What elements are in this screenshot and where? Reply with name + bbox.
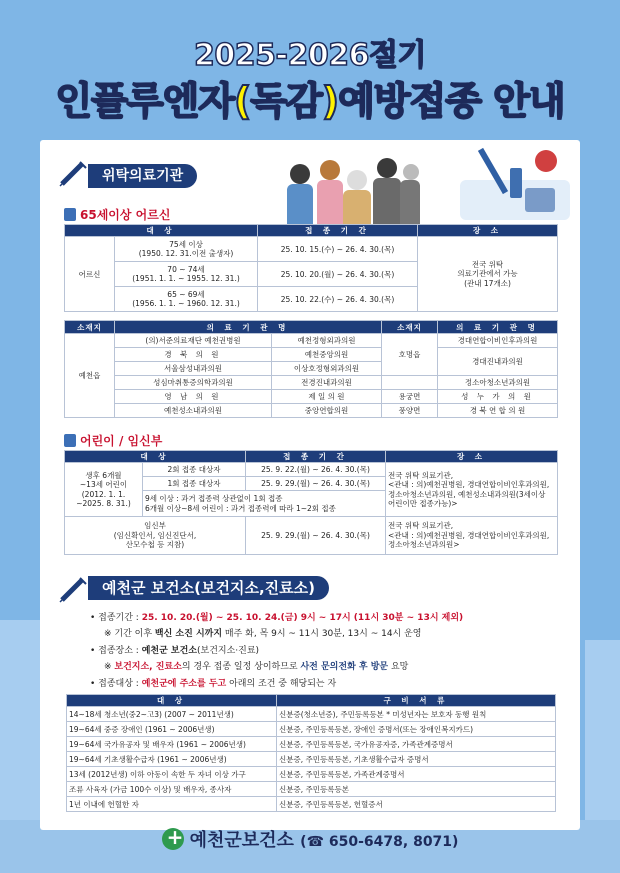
dose2-period: 25. 9. 22.(월) ~ 26. 4. 30.(목) bbox=[246, 463, 386, 477]
place-note-c: 의 경우 접종 일정 상이하므로 bbox=[181, 662, 301, 672]
center-docs: 신분증, 주민등록등본, 헌혈증서 bbox=[277, 797, 556, 812]
syringe-icon bbox=[58, 574, 88, 604]
institution-name: 예천정형외과의원 bbox=[271, 334, 381, 348]
footer bbox=[0, 826, 620, 852]
inst-region: 예천읍 bbox=[65, 334, 115, 418]
inst-header-name: 의 료 기 관 명 bbox=[438, 321, 558, 334]
center-docs: 신분증, 주민등록등본 bbox=[277, 782, 556, 797]
center-target: 19~64세 중증 장애인 (1961 ~ 2006년생) bbox=[67, 722, 277, 737]
place-value: 예천군 보건소 bbox=[141, 646, 198, 656]
inst-header-region: 소재지 bbox=[382, 321, 438, 334]
period-note-b: 백신 소진 시까지 bbox=[154, 629, 223, 639]
center-docs: 신분증, 주민등록등본, 기초생활수급자 증명서 bbox=[277, 752, 556, 767]
institution-name: 이상호정형외과의원 bbox=[271, 362, 381, 376]
senior-subtitle-text: 65세이상 어르신 bbox=[80, 208, 171, 222]
senior-table bbox=[64, 224, 558, 312]
senior-place: 전국 위탁 의료기관에서 가능 (관내 17개소) bbox=[418, 237, 558, 312]
institution-name: 중앙연합의원 bbox=[271, 404, 381, 418]
senior-group: 어르신 bbox=[65, 237, 115, 312]
vial-icon bbox=[64, 434, 76, 447]
institution-name: 경대연합이비인후과의원 bbox=[438, 334, 558, 348]
senior-target: 65 ~ 69세 (1956. 1. 1. ~ 1960. 12. 31.) bbox=[115, 287, 258, 312]
content-card bbox=[40, 140, 580, 830]
center-header-docs: 구 비 서 류 bbox=[277, 695, 556, 707]
center-target: 19~64세 기초생활수급자 (1961 ~ 2006년생) bbox=[67, 752, 277, 767]
institution-name: 성 누 가 의 원 bbox=[438, 390, 558, 404]
inst-region: 호명읍 bbox=[382, 334, 438, 376]
senior-header-place: 장 소 bbox=[418, 225, 558, 237]
footer-org: 예천군보건소 bbox=[189, 830, 294, 851]
inst-region: 풍양면 bbox=[382, 404, 438, 418]
center-target: 13세 (2012년생) 이하 아동이 속한 두 자녀 이상 가구 bbox=[67, 767, 277, 782]
place-note bbox=[104, 659, 408, 672]
center-table bbox=[66, 694, 556, 812]
period-note-a: ※ 기간 이후 bbox=[104, 629, 155, 639]
place-note-d: 사전 문의전화 후 방문 bbox=[300, 662, 389, 672]
dose1-label: 1회 접종 대상자 bbox=[143, 477, 246, 491]
target-label: 접종대상 : bbox=[98, 679, 142, 689]
institution-name: 예천중앙의원 bbox=[271, 348, 381, 362]
senior-header-target: 대 상 bbox=[65, 225, 258, 237]
institution-name: 전경진내과의원 bbox=[271, 376, 381, 390]
institution-name: (의)서준의료재단 예천권병원 bbox=[115, 334, 272, 348]
child-header-period: 접 종 기 간 bbox=[246, 451, 386, 463]
senior-period: 25. 10. 20.(월) ~ 26. 4. 30.(목) bbox=[258, 262, 418, 287]
dose1-period: 25. 9. 29.(월) ~ 26. 4. 30.(목) bbox=[246, 477, 386, 491]
center-target: 19~64세 국가유공자 및 배우자 (1961 ~ 2006년생) bbox=[67, 737, 277, 752]
syringe-icon bbox=[58, 158, 88, 188]
period-note bbox=[104, 626, 422, 639]
vial-icon bbox=[64, 208, 76, 221]
target-line: • 접종대상 : 예천군에 주소를 두고 아래의 조건 중 해당되는 자 bbox=[90, 679, 337, 689]
dose2-label: 2회 접종 대상자 bbox=[143, 463, 246, 477]
place-note-a: ※ bbox=[104, 662, 115, 672]
period-note-c: 매주 화, 목 9시 ~ 11시 30분, 13시 ~ 14시 운영 bbox=[222, 629, 422, 639]
child-group: 생후 6개월 ~13세 어린이 (2012. 1. 1. ~2025. 8. 31.) bbox=[65, 463, 143, 517]
child-table bbox=[64, 450, 558, 555]
institutions-table bbox=[64, 320, 558, 418]
inst-header-name: 의 료 기 관 명 bbox=[115, 321, 382, 334]
pregnant-period: 25. 9. 29.(월) ~ 26. 4. 30.(목) bbox=[246, 517, 386, 555]
center-section-title: 예천군 보건소(보건지소,진료소) bbox=[88, 576, 329, 600]
senior-target: 75세 이상 (1950. 12. 31.이전 출생자) bbox=[115, 237, 258, 262]
center-docs: 신분증, 주민등록등본, 장애인 증명서(또는 장애인복지카드) bbox=[277, 722, 556, 737]
center-target: 14~18세 청소년(중2~고3) (2007 ~ 2011년생) bbox=[67, 707, 277, 722]
child-header-target: 대 상 bbox=[65, 451, 246, 463]
institution-name: 경대진내과의원 bbox=[438, 348, 558, 376]
center-docs: 신분증(청소년증), 주민등록등본 * 미성년자는 보호자 동행 원칙 bbox=[277, 707, 556, 722]
senior-period: 25. 10. 15.(수) ~ 26. 4. 30.(목) bbox=[258, 237, 418, 262]
target-rest: 아래의 조건 중 해당되는 자 bbox=[226, 679, 337, 689]
institution-name: 제 일 의 원 bbox=[271, 390, 381, 404]
institution-name: 예천성소내과의원 bbox=[115, 404, 272, 418]
child-place: 전국 위탁 의료기관, <관내 : 의)예천권병원, 경대연합이비인후과의원, 정소아청소년과의원, 예천성소내과의원(3세이상 어린이만 접종가능)> bbox=[386, 463, 558, 517]
inst-header-region: 소재지 bbox=[65, 321, 115, 334]
place-note-b: 보건지소, 진료소 bbox=[114, 662, 182, 672]
center-docs: 신분증, 주민등록등본, 가족관계증명서 bbox=[277, 767, 556, 782]
institution-name: 성심마취통증의학과의원 bbox=[115, 376, 272, 390]
center-target: 조류 사육자 (가금 100수 이상) 및 배우자, 종사자 bbox=[67, 782, 277, 797]
footer-phone: (☎ 650-6478, 8071) bbox=[300, 834, 459, 850]
period-label: 접종기간 : bbox=[98, 613, 139, 623]
pregnant-target: 임신부 (임신확인서, 임신진단서, 산모수첩 등 지참) bbox=[65, 517, 246, 555]
institution-name: 서울삼성내과의원 bbox=[115, 362, 272, 376]
place-label: 접종장소 : bbox=[98, 646, 142, 656]
center-docs: 신분증, 주민등록등본, 국가유공자증, 가족관계증명서 bbox=[277, 737, 556, 752]
center-target: 1년 이내에 헌혈한 자 bbox=[67, 797, 277, 812]
consigned-section-title: 위탁의료기관 bbox=[88, 164, 197, 188]
inst-region-filler bbox=[382, 376, 438, 390]
place-extra: (보건지소·진료) bbox=[197, 646, 260, 656]
senior-subtitle bbox=[64, 206, 170, 223]
place-note-e: 요망 bbox=[388, 662, 409, 672]
child-subtitle-text: 어린이 / 임신부 bbox=[80, 434, 163, 448]
season-title: 2025-2026절기 bbox=[194, 38, 426, 73]
senior-target: 70 ~ 74세 (1951. 1. 1. ~ 1955. 12. 31.) bbox=[115, 262, 258, 287]
institution-name: 경 북 연 합 의 원 bbox=[438, 404, 558, 418]
inst-region: 용궁면 bbox=[382, 390, 438, 404]
place-line: • 접종장소 : 예천군 보건소(보건지소·진료) bbox=[90, 646, 260, 656]
institution-name: 영 남 의 원 bbox=[115, 390, 272, 404]
child-header-place: 장 소 bbox=[386, 451, 558, 463]
period-value: 25. 10. 20.(월) ~ 25. 10. 24.(금) 9시 ~ 17시 (11시 30분 ~ 13시 제외) bbox=[141, 613, 464, 623]
dose-note: 9세 이상 : 과거 접종력 상관없이 1회 접종 6개월 이상~8세 어린이 : 과거 접종력에 따라 1~2회 접종 bbox=[143, 491, 386, 517]
pregnant-place: 전국 위탁 의료기관, <관내 : 의)예천권병원, 경대연합이비인후과의원, 정소아청소년과의원> bbox=[386, 517, 558, 555]
institution-name: 정소아청소년과의원 bbox=[438, 376, 558, 390]
people-illustration bbox=[285, 150, 420, 232]
senior-period: 25. 10. 22.(수) ~ 26. 4. 30.(목) bbox=[258, 287, 418, 312]
senior-header-period: 접 종 기 간 bbox=[258, 225, 418, 237]
child-subtitle bbox=[64, 432, 162, 449]
target-value: 예천군에 주소를 두고 bbox=[141, 679, 227, 689]
institution-name: 경 북 의 원 bbox=[115, 348, 272, 362]
health-center-logo-icon bbox=[162, 828, 184, 850]
vaccine-illustration bbox=[430, 140, 575, 225]
main-title: 인플루엔자(독감)예방접종 안내 bbox=[55, 79, 565, 123]
period-line: • 접종기간 : 25. 10. 20.(월) ~ 25. 10. 24.(금) 9시 ~ 17시 (11시 30분 ~ 13시 제외) bbox=[90, 613, 464, 623]
center-header-target: 대 상 bbox=[67, 695, 277, 707]
